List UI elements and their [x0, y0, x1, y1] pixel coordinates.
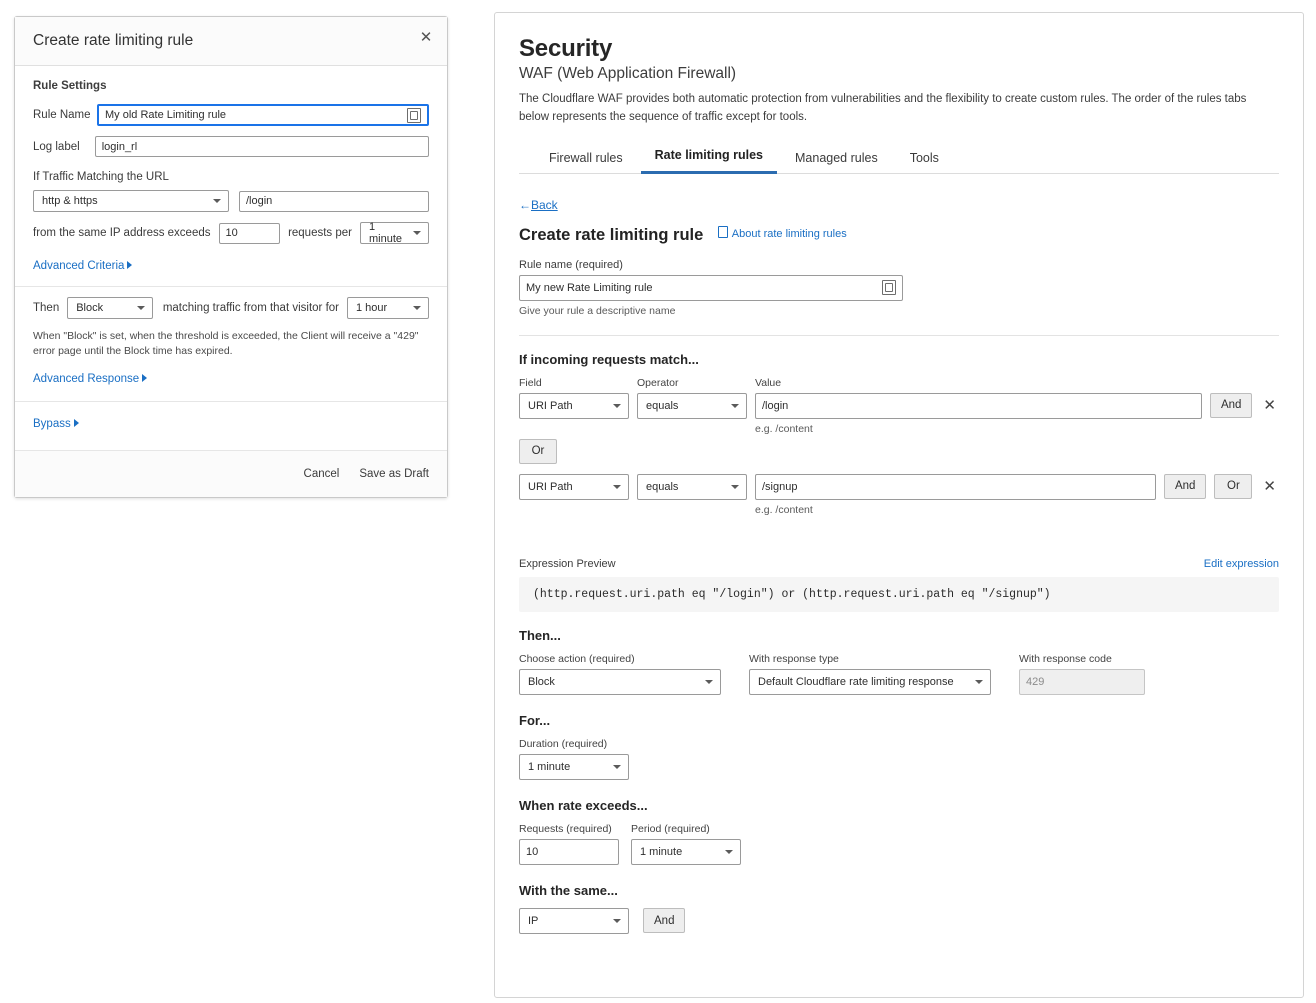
operator-value: equals: [646, 480, 679, 493]
period-value: 1 minute: [640, 845, 683, 858]
create-rule-heading: Create rate limiting rule: [519, 225, 704, 244]
response-type-select[interactable]: [749, 669, 991, 695]
url-path-value: /login: [246, 195, 273, 207]
chevron-down-icon: [413, 231, 421, 235]
tabs: [519, 141, 1279, 174]
back-link[interactable]: [519, 198, 558, 212]
chevron-down-icon: [137, 306, 145, 310]
value-helper: e.g. /content: [755, 422, 813, 435]
chevron-down-icon: [613, 765, 621, 769]
triangle-right-icon: [74, 419, 79, 427]
requests-input[interactable]: [219, 223, 281, 244]
chevron-down-icon: [975, 680, 983, 684]
page-intro: The Cloudflare WAF provides both automatic protection from vulnerabilities and the flexibility to create custom rules. The order of the rules tabs below represents the sequence of traffic except for tools.: [519, 93, 1247, 123]
chevron-down-icon: [731, 404, 739, 408]
condition-row: [519, 474, 1279, 516]
chevron-down-icon: [731, 485, 739, 489]
value-input[interactable]: [755, 474, 1156, 500]
then-row: [519, 653, 1279, 695]
characteristic-select[interactable]: [519, 908, 629, 934]
rule-name-input[interactable]: [519, 275, 903, 301]
log-label-input[interactable]: [95, 136, 429, 157]
exceeds-suffix-label: requests per: [288, 227, 352, 239]
chevron-down-icon: [613, 485, 621, 489]
save-as-draft-button[interactable]: Save as Draft: [359, 468, 429, 481]
requests-value: 10: [225, 227, 238, 239]
matching-traffic-label: matching traffic from that visitor for: [162, 302, 339, 314]
action-value: Block: [76, 302, 104, 314]
divider: [15, 401, 447, 402]
action-select[interactable]: [519, 669, 721, 695]
response-type-label: With response type: [749, 652, 839, 665]
and-button[interactable]: And: [1164, 474, 1206, 499]
response-code-input[interactable]: [1019, 669, 1145, 695]
tab-firewall-rules[interactable]: Firewall rules: [549, 150, 623, 165]
expression-value: (http.request.uri.path eq "/login") or (http.request.uri.path eq "/signup"): [519, 577, 1279, 612]
value-input[interactable]: [755, 393, 1202, 419]
duration-value: 1 hour: [356, 302, 388, 314]
about-rate-limiting-link[interactable]: [718, 228, 847, 240]
or-button[interactable]: Or: [519, 439, 557, 464]
bypass-toggle[interactable]: [33, 414, 429, 432]
chevron-down-icon: [413, 306, 421, 310]
divider: [519, 335, 1279, 336]
operator-select[interactable]: [637, 474, 747, 500]
operator-value: equals: [646, 399, 679, 412]
copy-icon[interactable]: [882, 280, 896, 295]
characteristic-row: [519, 908, 1279, 934]
field-value: URI Path: [528, 399, 573, 412]
copy-icon[interactable]: [407, 108, 421, 123]
requests-value: 10: [526, 845, 539, 858]
url-path-input[interactable]: [239, 191, 429, 212]
page-title: Security: [519, 35, 613, 62]
chevron-down-icon: [705, 680, 713, 684]
divider: [15, 286, 447, 287]
close-icon[interactable]: ✕: [419, 29, 433, 46]
rule-settings-heading: Rule Settings: [33, 80, 107, 92]
log-label-row: [33, 136, 429, 157]
exceeds-prefix-label: from the same IP address exceeds: [33, 227, 211, 239]
advanced-criteria-toggle[interactable]: [33, 256, 429, 274]
bypass-label: Bypass: [33, 418, 71, 431]
edit-expression-link[interactable]: Edit expression: [1203, 557, 1279, 570]
log-label-label: Log label: [33, 140, 80, 153]
then-label: Then: [33, 302, 60, 314]
back-arrow-icon: ←: [519, 197, 531, 212]
field-select[interactable]: [519, 393, 629, 419]
tab-tools[interactable]: Tools: [909, 150, 939, 165]
page-subtitle: WAF (Web Application Firewall): [519, 65, 737, 82]
period-label: Period (required): [631, 822, 710, 835]
duration-select[interactable]: [347, 297, 429, 319]
requests-label: Requests (required): [519, 822, 612, 835]
chevron-down-icon: [213, 199, 221, 203]
same-section-title: With the same...: [519, 882, 618, 898]
field-value: URI Path: [528, 480, 573, 493]
rule-name-value: My new Rate Limiting rule: [526, 281, 653, 294]
about-rate-limiting-label: About rate limiting rules: [731, 227, 847, 240]
url-match-label: If Traffic Matching the URL: [33, 171, 169, 183]
duration-value: 1 minute: [528, 760, 571, 773]
expression-preview: [519, 558, 1279, 612]
characteristic-value: IP: [528, 914, 539, 927]
create-rate-limiting-rule-dialog: [14, 16, 448, 498]
response-code-value: 429: [1026, 675, 1045, 688]
threshold-row: [33, 222, 429, 244]
block-note: When "Block" is set, when the threshold is exceeded, the Client will receive a "429" error page until the Block time has expired.: [33, 330, 419, 358]
rule-name-helper: Give your rule a descriptive name: [519, 304, 676, 317]
for-section-title: For...: [519, 712, 551, 728]
action-value: Block: [528, 675, 555, 688]
action-select[interactable]: [67, 297, 153, 319]
field-select[interactable]: [519, 474, 629, 500]
expression-label: Expression Preview: [519, 557, 616, 570]
value-text: /signup: [762, 480, 798, 493]
url-match-row: [33, 190, 429, 212]
chevron-down-icon: [613, 404, 621, 408]
chevron-down-icon: [613, 919, 621, 923]
scheme-select[interactable]: [33, 190, 229, 212]
triangle-right-icon: [127, 261, 132, 269]
rate-row: [519, 823, 1279, 865]
then-row: [33, 297, 429, 319]
rule-name-label: Rule Name: [33, 109, 91, 121]
or-button[interactable]: Or: [1214, 474, 1252, 499]
requests-input[interactable]: [519, 839, 619, 865]
advanced-criteria-label: Advanced Criteria: [33, 260, 125, 272]
then-section-title: Then...: [519, 627, 561, 643]
scheme-value: http & https: [42, 195, 98, 207]
chevron-down-icon: [725, 850, 733, 854]
value-column-header: Value: [755, 376, 782, 389]
field-column-header: Field: [519, 376, 542, 389]
log-label-value: login_rl: [101, 140, 138, 153]
duration-label: Duration (required): [519, 737, 608, 750]
dialog-body: [15, 66, 447, 451]
waf-page: [494, 12, 1304, 998]
rule-name-value: My old Rate Limiting rule: [105, 109, 227, 121]
advanced-response-toggle[interactable]: [33, 369, 429, 387]
period-value: 1 minute: [369, 221, 403, 245]
create-rule-heading-row: [519, 226, 1279, 245]
advanced-response-label: Advanced Response: [33, 373, 140, 386]
tab-managed-rules[interactable]: Managed rules: [795, 150, 878, 165]
dialog-header: [15, 17, 447, 66]
rule-name-row: [33, 104, 429, 126]
remove-condition-icon[interactable]: ✕: [1263, 396, 1276, 414]
rate-section-title: When rate exceeds...: [519, 797, 648, 813]
period-select[interactable]: [360, 222, 429, 244]
triangle-right-icon: [142, 374, 147, 382]
cancel-button[interactable]: Cancel: [303, 468, 340, 481]
value-text: /login: [762, 399, 789, 412]
condition-row: [519, 393, 1279, 435]
match-section-title: If incoming requests match...: [519, 351, 699, 367]
back-label: Back: [531, 197, 558, 212]
dialog-footer: [15, 451, 447, 497]
rule-name-input[interactable]: [97, 104, 429, 126]
period-select[interactable]: [631, 839, 741, 865]
operator-select[interactable]: [637, 393, 747, 419]
remove-condition-icon[interactable]: ✕: [1263, 477, 1276, 495]
dialog-title: Create rate limiting rule: [33, 32, 194, 49]
response-code-label: With response code: [1019, 652, 1112, 665]
rule-name-label: Rule name (required): [519, 258, 623, 271]
value-helper: e.g. /content: [755, 503, 813, 516]
operator-column-header: Operator: [637, 376, 679, 389]
condition-headers: [519, 377, 1279, 393]
action-label: Choose action (required): [519, 652, 635, 665]
document-icon: [718, 226, 728, 238]
duration-select[interactable]: [519, 754, 629, 780]
and-button[interactable]: And: [643, 908, 685, 933]
response-type-value: Default Cloudflare rate limiting response: [758, 675, 954, 688]
tab-rate-limiting-rules[interactable]: Rate limiting rules: [641, 142, 777, 174]
and-button[interactable]: And: [1210, 393, 1252, 418]
